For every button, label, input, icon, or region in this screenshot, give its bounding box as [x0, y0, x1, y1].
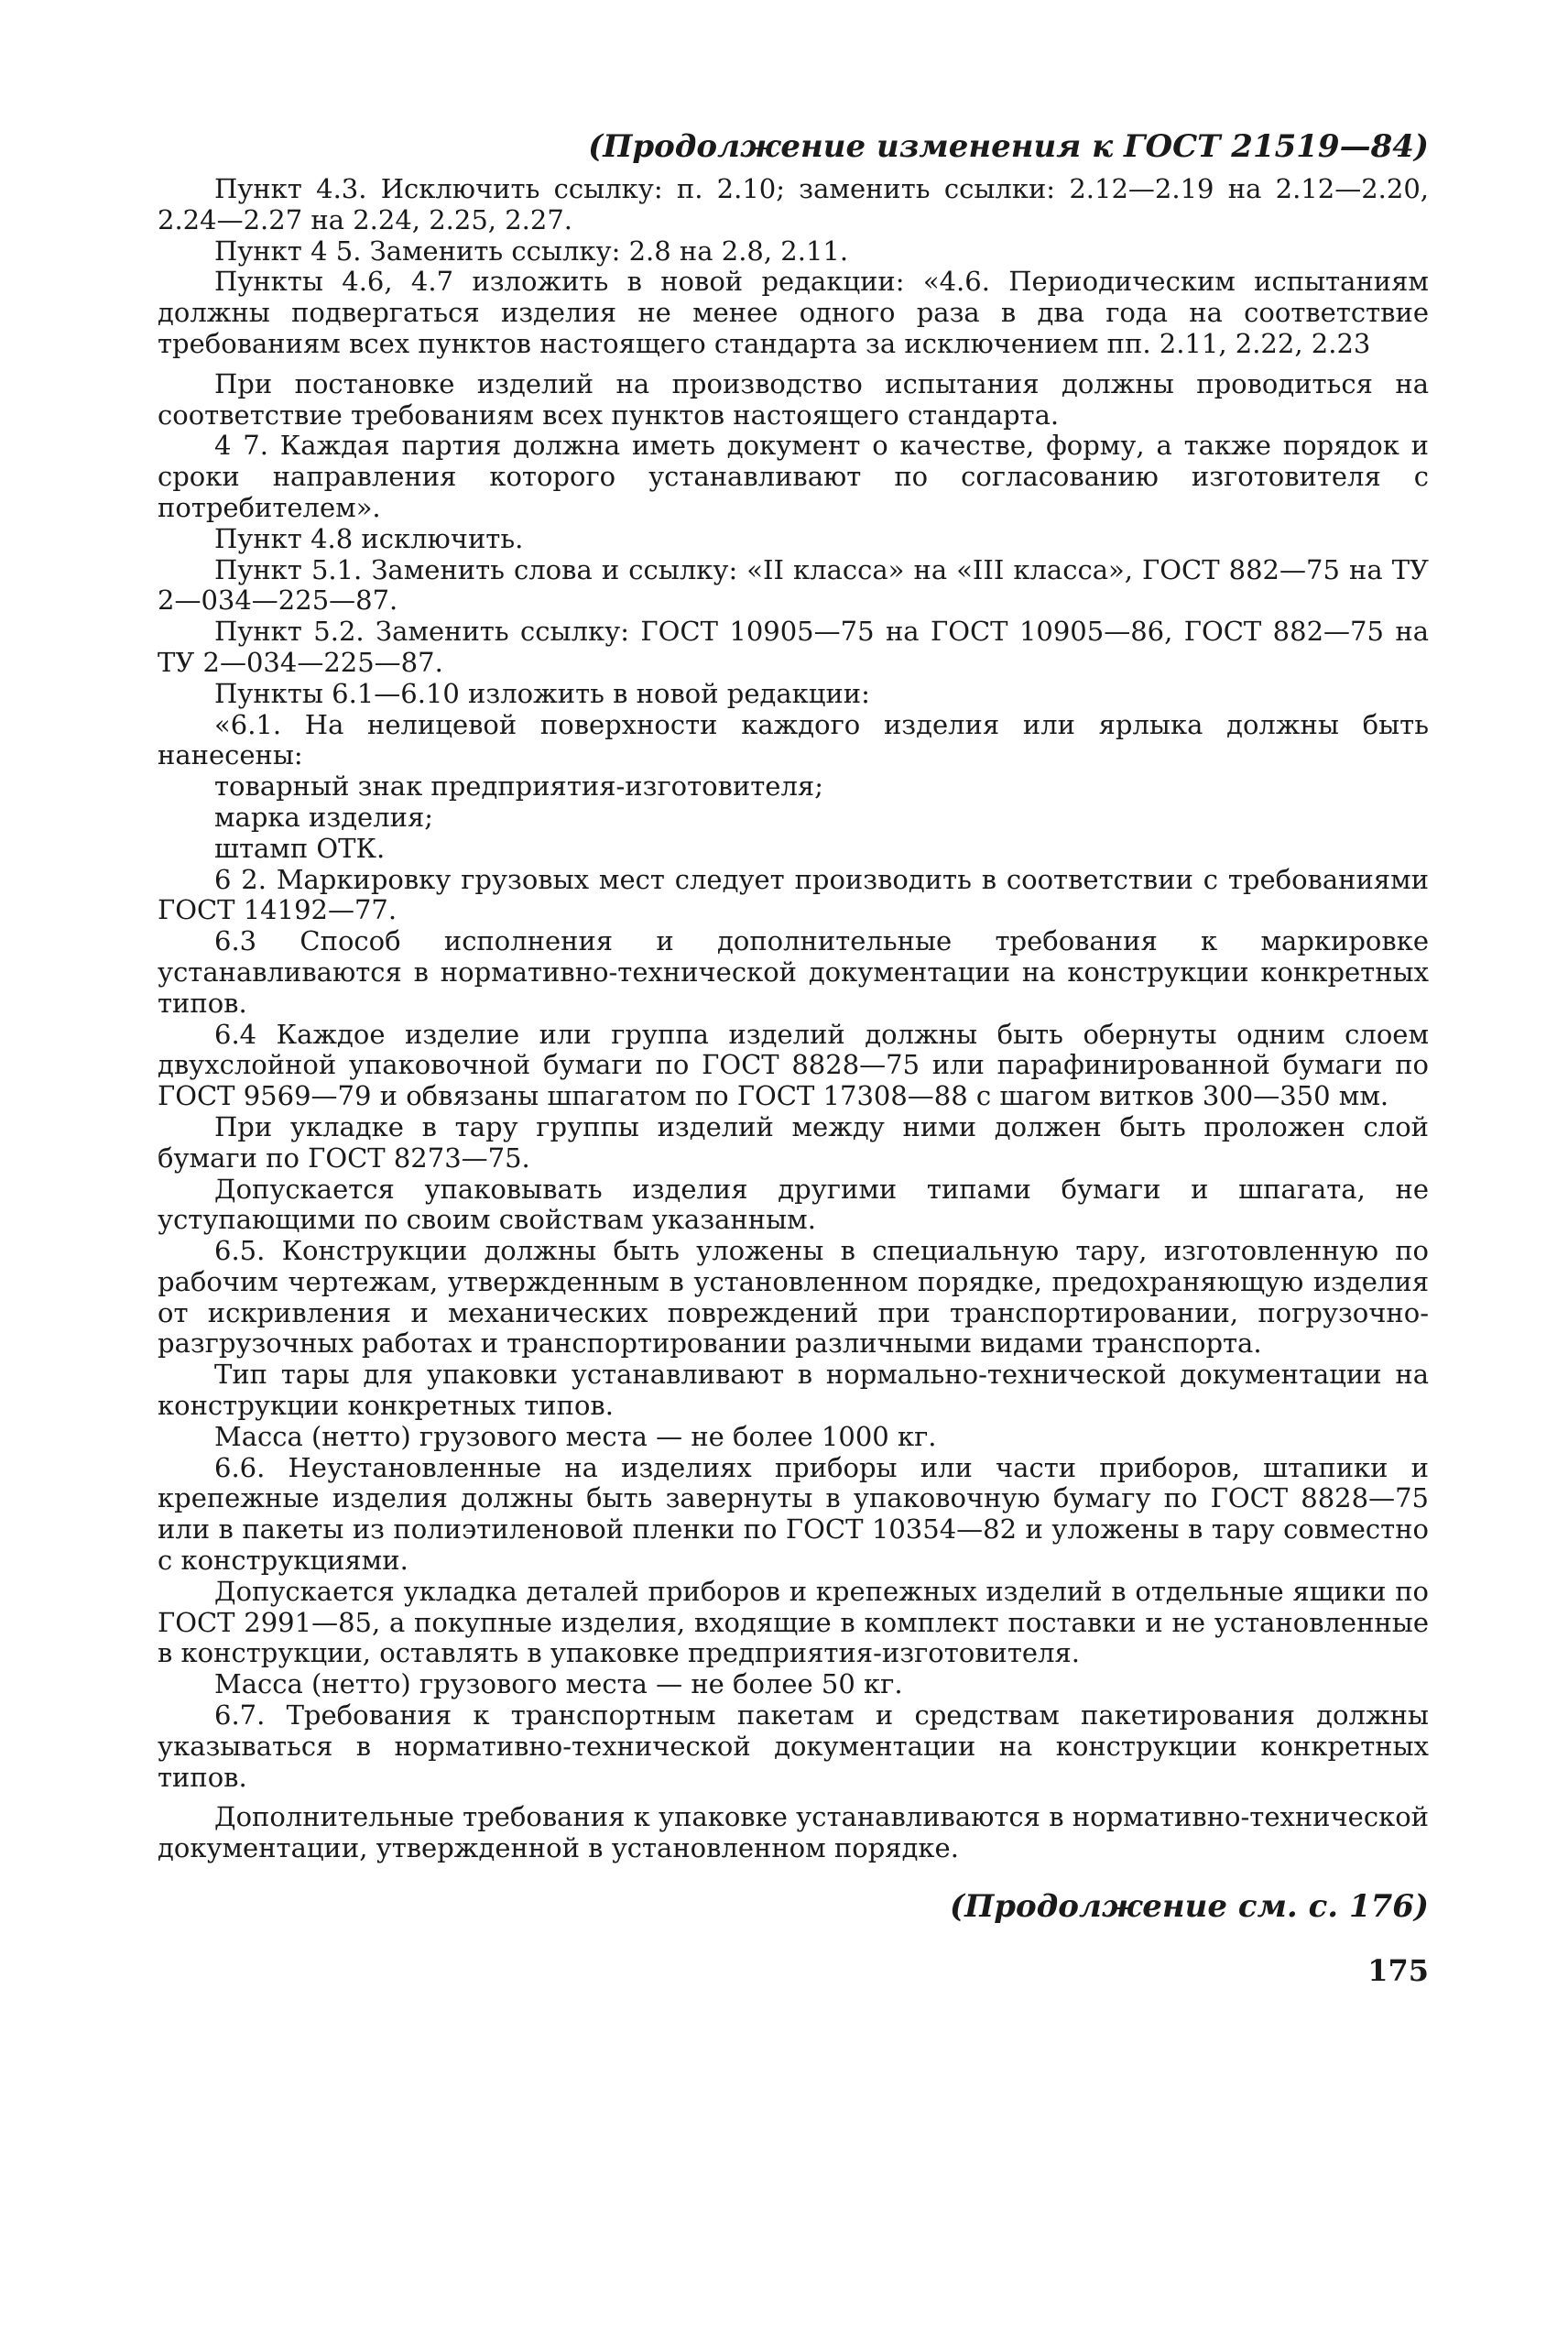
paragraph-6-1: «6.1. На нелицевой поверхности каждого изделия или ярлыка должны быть нанесены: — [158, 708, 1429, 771]
paragraph-6-4: 6.4 Каждое изделие или группа изделий должны быть обернуты одним слоем двухслойной упаковочной бумаги по ГОСТ 8828—75 или парафинированной бумаги по ГОСТ 9569—79 и обвязаны шпагатом по ГОСТ 17308—88 с шагом витков 300—350 мм. — [158, 1018, 1429, 1112]
continuation-footer: (Продолжение см. с. 176) — [950, 1888, 1429, 1926]
paragraph-additional-requirements: Дополнительные требования к упаковке устанавливаются в нормативно-технической документации, утвержденной в установленном порядке. — [158, 1801, 1429, 1864]
paragraph-packing-alternatives: Допускается упаковывать изделия другими типами бумаги и шпагата, не уступающими по своим свойствам указанным. — [158, 1173, 1429, 1236]
paragraph-4-7: 4 7. Каждая партия должна иметь документ о качестве, форму, а также порядок и сроки направления которого устанавливают по согласованию изготовителя с потребителем». — [158, 430, 1429, 523]
paragraph-items-4-6-4-7: Пункты 4.6, 4.7 изложить в новой редакции: «4.6. Периодическим испытаниям должны подвергаться изделия не менее одного раза в два года на соответствие требованиям всех пунктов настоящего стандарта за исключением пп. 2.11, 2.22, 2.23 — [158, 266, 1429, 359]
paragraph-6-3: 6.3 Способ исполнения и дополнительные требования к маркировке устанавливаются в нормативно-технической документации на конструкции конкретных типов. — [158, 925, 1429, 1019]
paragraph-container-type: Тип тары для упаковки устанавливают в нормально-технической документации на конструкции конкретных типов. — [158, 1359, 1429, 1422]
paragraph-item-4-8: Пункт 4.8 исключить. — [214, 522, 524, 554]
paragraph-items-6-1-6-10: Пункты 6.1—6.10 изложить в новой редакции: — [214, 677, 870, 709]
paragraph-packing-layer: При укладке в тару группы изделий между ними должен быть проложен слой бумаги по ГОСТ 8273—75. — [158, 1110, 1429, 1174]
continuation-header: (Продолжение изменения к ГОСТ 21519—84) — [588, 128, 1429, 165]
paragraph-separate-boxes: Допускается укладка деталей приборов и крепежных изделий в отдельные ящики по ГОСТ 2991—85, а покупные изделия, входящие в комплект поставки и не установленные в конструкции, оставлять в упаковке предприятия-изготовителя. — [158, 1575, 1429, 1669]
list-item-trademark: товарный знак предприятия-изготовителя; — [214, 770, 823, 803]
paragraph-6-2: 6 2. Маркировку грузовых мест следует производить в соответствии с требованиями ГОСТ 14192—77. — [158, 863, 1429, 926]
paragraph-mass-50: Масса (нетто) грузового места — не более 50 кг. — [214, 1668, 903, 1700]
paragraph-production-tests: При постановке изделий на производство испытания должны проводиться на соответствие требованиям всех пунктов настоящего стандарта. — [158, 367, 1429, 431]
paragraph-item-4-5: Пункт 4 5. Заменить ссылку: 2.8 на 2.8, 2.11. — [214, 235, 849, 267]
document-body — [158, 174, 1429, 1864]
paragraph-6-6: 6.6. Неустановленные на изделиях приборы или части приборов, штапики и крепежные изделия должны быть завернуты в упаковочную бумагу по ГОСТ 8828—75 или в пакеты из полиэтиленовой пленки по ГОСТ 10354—82 и уложены в тару совместно с конструкциями. — [158, 1451, 1429, 1577]
paragraph-6-7: 6.7. Требования к транспортным пакетам и средствам пакетирования должны указываться в нормативно-технической документации на конструкции конкретных типов. — [158, 1699, 1429, 1793]
paragraph-item-4-3: Пункт 4.3. Исключить ссылку: п. 2.10; заменить ссылки: 2.12—2.19 на 2.12—2.20, 2.24—2.27 на 2.24, 2.25, 2.27. — [158, 173, 1429, 235]
paragraph-6-5: 6.5. Конструкции должны быть уложены в специальную тару, изготовленную по рабочим чертежам, утвержденным в установленном порядке, предохраняющую изделия от искривления и механических повреждений при транспортировании, погрузочно-разгрузочных работах и транспортировании различными видами транспорта. — [158, 1235, 1429, 1360]
list-item-brand: марка изделия; — [214, 801, 434, 833]
page-number: 175 — [1367, 1953, 1429, 1989]
paragraph-item-5-2: Пункт 5.2. Заменить ссылку: ГОСТ 10905—75 на ГОСТ 10905—86, ГОСТ 882—75 на ТУ 2—034—225—87. — [158, 616, 1429, 678]
paragraph-mass-1000: Масса (нетто) грузового места — не более 1000 кг. — [214, 1420, 937, 1452]
paragraph-item-5-1: Пункт 5.1. Заменить слова и ссылку: «II класса» на «III класса», ГОСТ 882—75 на ТУ 2—034—225—87. — [158, 553, 1429, 617]
list-item-otk-stamp: штамп ОТК. — [214, 832, 386, 864]
